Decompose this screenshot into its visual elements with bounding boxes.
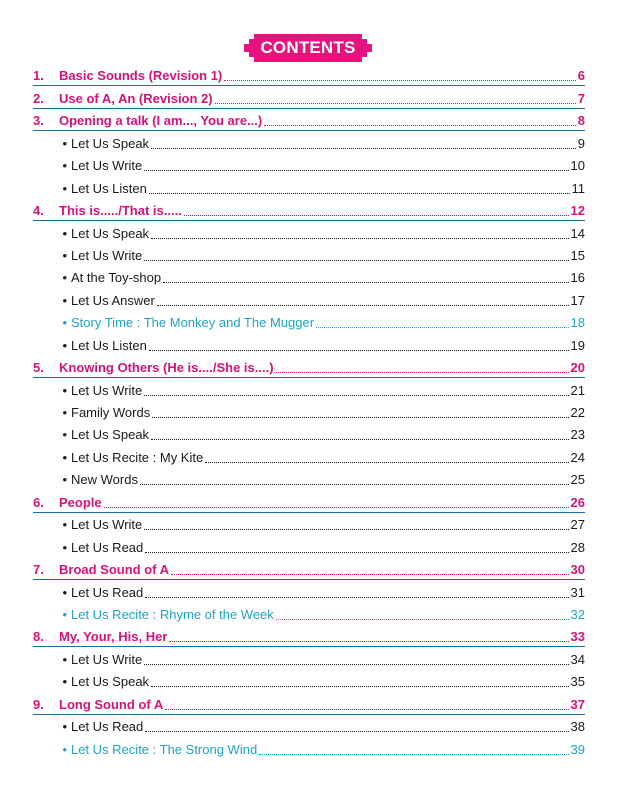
dot-leader — [276, 619, 569, 620]
dot-leader — [145, 597, 568, 598]
dot-leader — [184, 215, 569, 216]
dot-leader — [151, 686, 568, 687]
section-title: Let Us Listen — [71, 180, 147, 196]
toc-chapter-entry[interactable] — [33, 86, 585, 108]
section-title: Family Words — [71, 405, 151, 420]
bullet-icon: • — [62, 449, 67, 465]
page-number: 35 — [570, 674, 585, 690]
toc-sub-entry[interactable] — [33, 737, 585, 759]
page-number: 37 — [570, 696, 585, 712]
chapter-title: Long Sound of A — [59, 696, 164, 712]
dot-leader — [149, 350, 569, 351]
chapter-number: 8. — [33, 629, 44, 645]
bullet-icon: • — [62, 427, 67, 443]
bullet-icon: • — [62, 247, 67, 263]
toc-sub-entry[interactable] — [33, 131, 585, 153]
section-title: Let Us Speak — [71, 135, 150, 151]
chapter-number: 7. — [33, 562, 44, 578]
toc-sub-entry[interactable] — [33, 266, 585, 288]
chapter-number: 5. — [33, 360, 44, 376]
page-number: 11 — [571, 180, 585, 196]
bullet-icon: • — [62, 674, 67, 690]
section-title: Let Us Write — [71, 158, 143, 174]
page-number: 27 — [570, 517, 585, 533]
toc-sub-entry[interactable] — [33, 603, 585, 625]
toc-sub-entry[interactable] — [33, 311, 585, 333]
page-number: 14 — [570, 225, 585, 241]
dot-leader — [104, 507, 569, 508]
page-number: 21 — [570, 382, 585, 398]
bullet-icon: • — [62, 741, 67, 757]
chapter-title: Basic Sounds (Revision 1) — [59, 68, 223, 84]
page-number: 12 — [570, 203, 585, 219]
dot-leader — [215, 103, 576, 104]
page-number: 32 — [570, 606, 585, 622]
section-title: Let Us Write — [71, 382, 143, 398]
toc-sub-entry[interactable] — [33, 401, 585, 423]
bullet-icon: • — [62, 472, 67, 488]
toc-sub-entry[interactable] — [33, 513, 585, 535]
bullet-icon: • — [62, 158, 67, 174]
section-title: Let Us Speak — [71, 427, 150, 443]
toc-sub-entry[interactable] — [33, 423, 585, 445]
page-number: 17 — [570, 292, 585, 308]
section-title: Let Us Answer — [71, 292, 155, 308]
section-title: Let Us Recite : My Kite — [71, 449, 204, 465]
dot-leader — [165, 709, 568, 710]
dot-leader — [259, 754, 568, 755]
bullet-icon: • — [62, 651, 67, 667]
page-number: 15 — [570, 247, 585, 263]
page-number: 16 — [570, 270, 585, 286]
section-title: Let Us Read — [71, 719, 144, 735]
page-number: 30 — [570, 562, 585, 578]
section-title: Let Us Read — [71, 539, 144, 555]
page-number: 28 — [570, 539, 585, 555]
banner-right-notch-outer — [367, 44, 372, 52]
contents-heading: CONTENTS — [254, 34, 362, 62]
bullet-icon: • — [62, 337, 67, 353]
toc-sub-entry[interactable] — [33, 244, 585, 266]
page-number: 9 — [577, 135, 585, 151]
chapter-number: 6. — [33, 494, 44, 510]
toc-chapter-entry[interactable] — [33, 490, 585, 512]
dot-leader — [264, 125, 576, 126]
bullet-icon: • — [62, 584, 67, 600]
page-number: 25 — [570, 472, 585, 488]
dot-leader — [151, 148, 576, 149]
page-number: 24 — [570, 449, 585, 465]
bullet-icon: • — [62, 135, 67, 151]
page-number: 7 — [577, 90, 585, 106]
section-title: Let Us Listen — [71, 337, 147, 353]
dot-leader — [163, 282, 568, 283]
section-title: Let Us Write — [71, 651, 143, 667]
toc-sub-entry[interactable] — [33, 445, 585, 467]
toc-sub-entry[interactable] — [33, 468, 585, 490]
bullet-icon: • — [62, 270, 67, 286]
chapter-title: Broad Sound of A — [59, 562, 170, 578]
toc-chapter-entry[interactable] — [33, 356, 585, 378]
toc-sub-entry[interactable] — [33, 154, 585, 176]
section-title: Let Us Write — [71, 247, 143, 263]
dot-leader — [145, 731, 568, 732]
page-number: 39 — [570, 741, 585, 757]
toc-chapter-entry[interactable] — [33, 109, 585, 131]
toc-sub-entry[interactable] — [33, 647, 585, 669]
toc-chapter-entry[interactable] — [33, 558, 585, 580]
chapter-number: 3. — [33, 113, 44, 129]
section-title: Story Time : The Monkey and The Mugger — [71, 315, 315, 331]
dot-leader — [144, 664, 568, 665]
bullet-icon: • — [62, 606, 67, 622]
page-number: 19 — [570, 337, 585, 353]
toc-sub-entry[interactable] — [33, 535, 585, 557]
toc-sub-entry[interactable] — [33, 288, 585, 310]
chapter-number: 1. — [33, 68, 44, 84]
bullet-icon: • — [62, 539, 67, 555]
bullet-icon: • — [62, 225, 67, 241]
dot-leader — [157, 305, 569, 306]
chapter-number: 4. — [33, 203, 44, 219]
toc-sub-entry[interactable] — [33, 333, 585, 355]
toc-sub-entry[interactable] — [33, 580, 585, 602]
page-number: 18 — [570, 315, 585, 331]
bullet-icon: • — [62, 315, 67, 331]
dot-leader — [276, 372, 569, 373]
chapter-title: Use of A, An (Revision 2) — [59, 90, 213, 106]
dot-leader — [151, 238, 568, 239]
bullet-icon: • — [62, 405, 67, 420]
page-number: 8 — [577, 113, 585, 129]
chapter-number: 2. — [33, 90, 44, 106]
bullet-icon: • — [62, 292, 67, 308]
bullet-icon: • — [62, 382, 67, 398]
page-number: 31 — [570, 584, 585, 600]
toc-sub-entry[interactable] — [33, 378, 585, 400]
dot-leader — [316, 327, 569, 328]
dot-leader — [224, 80, 576, 81]
dot-leader — [205, 462, 568, 463]
toc-sub-entry[interactable] — [33, 715, 585, 737]
chapter-number: 9. — [33, 696, 44, 712]
dot-leader — [145, 552, 568, 553]
dot-leader — [144, 529, 568, 530]
chapter-title: People — [59, 494, 102, 510]
section-title: Let Us Speak — [71, 225, 150, 241]
toc-sub-entry[interactable] — [33, 176, 585, 198]
dot-leader — [144, 260, 568, 261]
toc-sub-entry[interactable] — [33, 670, 585, 692]
section-title: Let Us Read — [71, 584, 144, 600]
bullet-icon: • — [62, 517, 67, 533]
toc-chapter-entry[interactable] — [33, 64, 585, 86]
page-number: 38 — [570, 719, 585, 735]
dot-leader — [144, 395, 568, 396]
table-of-contents — [33, 64, 585, 760]
dot-leader — [151, 439, 568, 440]
page-number: 26 — [570, 494, 585, 510]
section-title: Let Us Write — [71, 517, 143, 533]
toc-chapter-entry[interactable] — [33, 199, 585, 221]
page-number: 22 — [570, 405, 585, 420]
toc-chapter-entry[interactable] — [33, 625, 585, 647]
dot-leader — [169, 641, 568, 642]
banner-left-notch-outer — [244, 44, 249, 52]
bullet-icon: • — [62, 719, 67, 735]
dot-leader — [144, 170, 568, 171]
page-number: 6 — [577, 68, 585, 84]
toc-chapter-entry[interactable] — [33, 692, 585, 714]
section-title: At the Toy-shop — [71, 270, 162, 286]
page-number: 10 — [570, 158, 585, 174]
page-number: 23 — [570, 427, 585, 443]
contents-banner — [244, 34, 372, 62]
section-title: Let Us Recite : The Strong Wind — [71, 741, 258, 757]
toc-sub-entry[interactable] — [33, 221, 585, 243]
dot-leader — [140, 484, 569, 485]
dot-leader — [171, 574, 569, 575]
page-number: 34 — [570, 651, 585, 667]
section-title: Let Us Recite : Rhyme of the Week — [71, 606, 274, 622]
section-title: Let Us Speak — [71, 674, 150, 690]
dot-leader — [149, 193, 570, 194]
chapter-title: Knowing Others (He is..../She is....) — [59, 360, 274, 376]
bullet-icon: • — [62, 180, 67, 196]
chapter-title: My, Your, His, Her — [59, 629, 168, 645]
chapter-title: This is...../That is..... — [59, 203, 182, 219]
section-title: New Words — [71, 472, 138, 488]
page-number: 33 — [570, 629, 585, 645]
dot-leader — [152, 417, 568, 418]
page-number: 20 — [570, 360, 585, 376]
chapter-title: Opening a talk (I am..., You are...) — [59, 113, 263, 129]
